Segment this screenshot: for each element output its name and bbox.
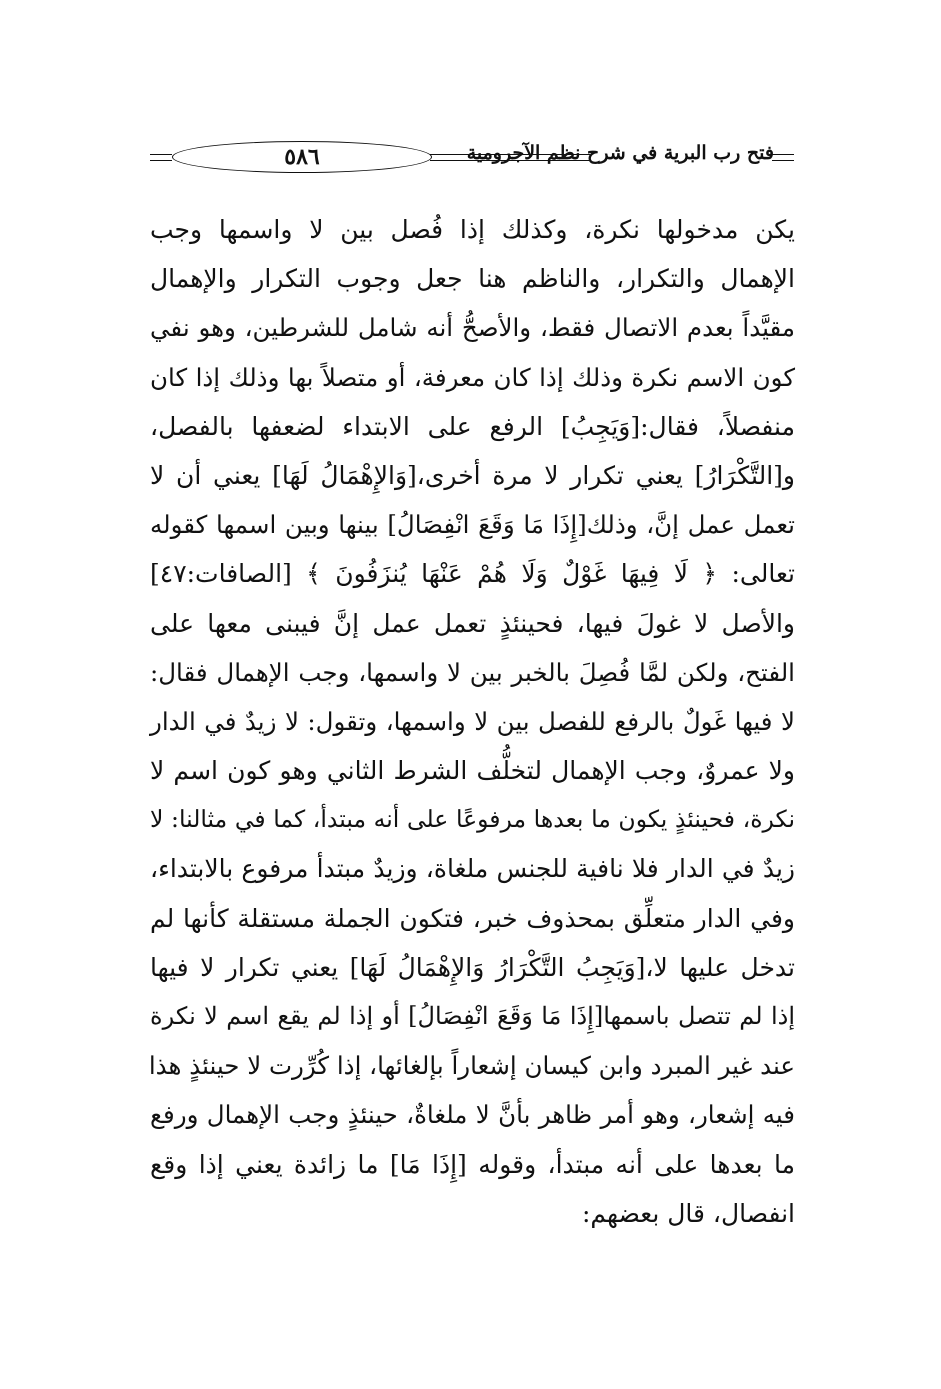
text-line: ما بعدها على أنه مبتدأ، وقوله [إِذَا مَا] ما زائدة يعني إذا وقع: [150, 1149, 795, 1179]
text-line: والأصل لا غولَ فيها، فحينئذٍ تعمل عمل إنَّ فيبنى معها على: [150, 608, 795, 638]
header-rule-right: [772, 154, 794, 161]
text-line: يكن مدخولها نكرة، وكذلك إذا فُصل بين لا واسمها وجب: [150, 215, 795, 244]
body-text: [150, 205, 795, 1238]
text-line: زيدٌ في الدار فلا نافية للجنس ملغاة، وزيدٌ مبتدأ مرفوع بالابتداء،: [150, 854, 795, 884]
text-line: إذا لم تتصل باسمها[إِذَا مَا وَقَعَ انْفِصَالُ] أو إذا لم يقع اسم لا نكرة: [150, 1002, 795, 1030]
page-header: [150, 140, 795, 176]
text-line: انفصال، قال بعضهم:: [582, 1198, 795, 1228]
text-line: ولا عمروٌ، وجب الإهمال لتخلُّف الشرط الثاني وهو كون اسم لا: [150, 756, 795, 786]
text-line: تعمل عمل إنَّ، وذلك[إِذَا مَا وَقَعَ انْفِصَالُ] بينها وبين اسمها كقوله: [150, 510, 795, 540]
text-line: تعالى: ﴿ لَا فِيهَا غَوْلٌ وَلَا هُمْ عَنْهَا يُنزَفُونَ ﴾ [الصافات:٤٧]: [150, 559, 795, 589]
text-line: كون الاسم نكرة وذلك إذا كان معرفة، أو متصلاً بها وذلك إذا كان: [150, 362, 795, 392]
header-rule-left: [150, 154, 172, 161]
text-line: تدخل عليها لا،[وَيَجِبُ التَّكْرَارُ وَالإِهْمَالُ لَهَا] يعني تكرار لا فيها: [150, 952, 795, 982]
text-line: فيه إشعار، وهو أمر ظاهر بأنَّ لا ملغاةٌ، حينئذٍ وجب الإهمال ورفع: [150, 1100, 795, 1130]
text-line: نكرة، فحينئذٍ يكون ما بعدها مرفوعًا على أنه مبتدأ، كما في مثالنا: لا: [150, 805, 795, 834]
page-number: ٥٨٦: [172, 141, 432, 173]
text-line: الإهمال والتكرار، والناظم هنا جعل وجوب التكرار والإهمال: [150, 264, 795, 294]
text-line: منفصلاً، فقال:[وَيَجِبُ] الرفع على الابتداء لضعفها بالفصل،: [150, 411, 795, 441]
text-line: عند غير المبرد وابن كيسان إشعاراً بإلغائها، إذا كُرِّرت لا حينئذٍ هذا: [148, 1051, 795, 1081]
text-line: وفي الدار متعلِّق بمحذوف خبر، فتكون الجملة مستقلة كأنها لم: [150, 903, 795, 933]
text-line: و[التَّكْرَارُ] يعني تكرار لا مرة أخرى،[وَالإِهْمَالُ لَهَا] يعني أن لا: [150, 460, 795, 490]
text-line: الفتح، ولكن لمَّا فُصِلَ بالخبر بين لا واسمها، وجب الإهمال فقال:: [150, 657, 795, 687]
running-title: فتح رب البرية في شرح نظم الآجرومية: [466, 142, 774, 164]
text-line: لا فيها غَولٌ بالرفع للفصل بين لا واسمها، وتقول: لا زيدٌ في الدار: [150, 706, 795, 736]
text-line: مقيَّداً بعدم الاتصال فقط، والأصحُّ أنه شامل للشرطين، وهو نفي: [150, 313, 795, 343]
